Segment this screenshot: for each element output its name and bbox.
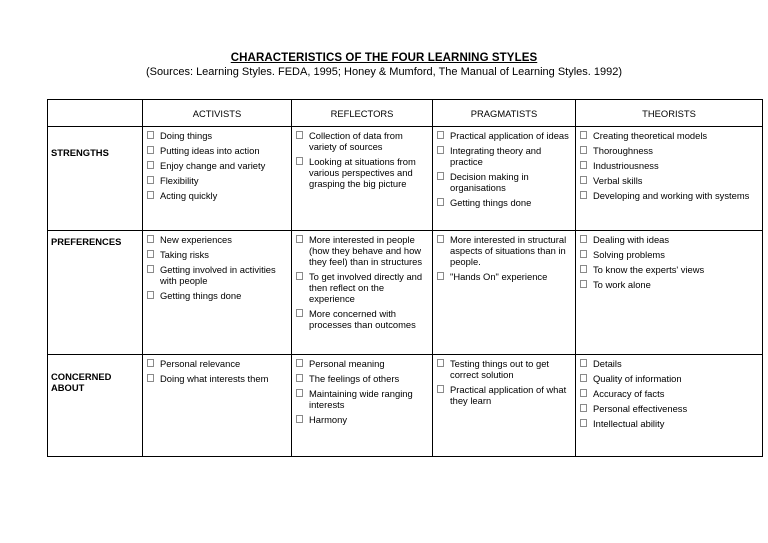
list-item-text: "Hands On" experience — [450, 271, 548, 282]
list-item-text: Enjoy change and variety — [160, 160, 266, 171]
list-item-text: Taking risks — [160, 249, 209, 260]
list-item — [147, 290, 287, 301]
list-item — [147, 160, 287, 171]
list-item — [147, 190, 287, 201]
list-item — [580, 190, 758, 201]
list-item — [296, 271, 428, 304]
list-item-text: Personal meaning — [309, 358, 385, 369]
table-row — [48, 127, 763, 231]
bullet-box-icon — [147, 235, 154, 243]
list-item-text: Looking at situations from various perspectives and grasping the big picture — [309, 156, 416, 189]
bullet-box-icon — [147, 161, 154, 169]
bullet-box-icon — [580, 359, 587, 367]
bullet-box-icon — [437, 385, 444, 393]
bullet-box-icon — [580, 146, 587, 154]
bullet-box-icon — [296, 309, 303, 317]
bullet-box-icon — [296, 359, 303, 367]
list-item-text: Putting ideas into action — [160, 145, 260, 156]
list-item — [437, 384, 571, 406]
list-item — [580, 418, 758, 429]
list-item — [147, 373, 287, 384]
learning-styles-table — [47, 99, 763, 457]
table-cell — [292, 231, 433, 355]
column-header: THEORISTS — [576, 100, 763, 127]
list-item-text: Personal relevance — [160, 358, 241, 369]
bullet-box-icon — [437, 146, 444, 154]
list-item — [147, 249, 287, 260]
list-item-text: Verbal skills — [593, 175, 643, 186]
list-item-text: Acting quickly — [160, 190, 218, 201]
bullet-box-icon — [580, 280, 587, 288]
bullet-box-icon — [296, 235, 303, 243]
bullet-box-icon — [296, 415, 303, 423]
list-item — [437, 130, 571, 141]
bullet-box-icon — [296, 131, 303, 139]
table-cell — [576, 127, 763, 231]
list-item-text: Solving problems — [593, 249, 665, 260]
document-subtitle: (Sources: Learning Styles. FEDA, 1995; Honey & Mumford, The Manual of Learning Styles. 1992) — [145, 66, 623, 78]
header-row — [48, 100, 763, 127]
bullet-box-icon — [580, 265, 587, 273]
row-header: PREFERENCES — [48, 231, 143, 355]
list-item — [437, 271, 571, 282]
bullet-box-icon — [147, 265, 154, 273]
list-item-text: Industriousness — [593, 160, 659, 171]
bullet-box-icon — [296, 374, 303, 382]
bullet-box-icon — [147, 291, 154, 299]
list-item-text: Intellectual ability — [593, 418, 665, 429]
bullet-box-icon — [580, 389, 587, 397]
list-item-text: More interested in structural aspects of situations than in people. — [450, 234, 567, 267]
list-item-text: More interested in people (how they behave and how they feel) than in structures — [309, 234, 423, 267]
list-item — [147, 175, 287, 186]
list-item — [437, 171, 571, 193]
bullet-box-icon — [580, 374, 587, 382]
list-item-text: Developing and working with systems — [593, 190, 750, 201]
table-cell — [143, 127, 292, 231]
list-item-text: Collection of data from variety of sources — [309, 130, 403, 152]
list-item-text: To know the experts' views — [593, 264, 705, 275]
list-item — [296, 156, 428, 189]
table-cell — [433, 127, 576, 231]
list-item — [147, 234, 287, 245]
list-item — [580, 175, 758, 186]
list-item — [296, 358, 428, 369]
list-item-text: Quality of information — [593, 373, 682, 384]
table-cell — [143, 355, 292, 457]
list-item-text: Accuracy of facts — [593, 388, 665, 399]
list-item-text: To work alone — [593, 279, 651, 290]
list-item — [580, 130, 758, 141]
list-item-text: Doing things — [160, 130, 213, 141]
bullet-box-icon — [147, 359, 154, 367]
bullet-box-icon — [437, 359, 444, 367]
column-header: ACTIVISTS — [143, 100, 292, 127]
list-item — [580, 373, 758, 384]
list-item-text: Getting things done — [160, 290, 242, 301]
list-item-text: Decision making in organisations — [450, 171, 529, 193]
bullet-box-icon — [147, 250, 154, 258]
list-item — [437, 145, 571, 167]
table-cell — [143, 231, 292, 355]
table-cell — [433, 355, 576, 457]
bullet-box-icon — [580, 191, 587, 199]
list-item — [147, 145, 287, 156]
row-header: STRENGTHS — [48, 127, 143, 231]
column-header: PRAGMATISTS — [433, 100, 576, 127]
list-item — [296, 308, 428, 330]
list-item — [296, 373, 428, 384]
list-item — [147, 130, 287, 141]
list-item — [580, 403, 758, 414]
list-item — [580, 160, 758, 171]
list-item-text: Thoroughness — [593, 145, 653, 156]
list-item-text: Details — [593, 358, 622, 369]
bullet-box-icon — [437, 131, 444, 139]
list-item-text: Flexibility — [160, 175, 199, 186]
list-item — [296, 414, 428, 425]
list-item — [437, 234, 571, 267]
list-item — [580, 249, 758, 260]
list-item-text: Testing things out to get correct solution — [450, 358, 550, 380]
row-header: CONCERNED ABOUT — [48, 355, 143, 457]
list-item-text: Practical application of what they learn — [450, 384, 567, 406]
bullet-box-icon — [296, 157, 303, 165]
bullet-box-icon — [147, 176, 154, 184]
list-item-text: New experiences — [160, 234, 232, 245]
bullet-box-icon — [147, 191, 154, 199]
list-item-text: Maintaining wide ranging interests — [309, 388, 413, 410]
bullet-box-icon — [580, 161, 587, 169]
list-item-text: Personal effectiveness — [593, 403, 688, 414]
list-item-text: Getting involved in activities with people — [160, 264, 276, 286]
table-cell — [576, 355, 763, 457]
table-row — [48, 231, 763, 355]
column-header: REFLECTORS — [292, 100, 433, 127]
list-item — [580, 279, 758, 290]
bullet-box-icon — [147, 146, 154, 154]
bullet-box-icon — [580, 131, 587, 139]
list-item — [147, 264, 287, 286]
list-item — [437, 358, 571, 380]
list-item-text: Harmony — [309, 414, 348, 425]
list-item-text: Creating theoretical models — [593, 130, 708, 141]
bullet-box-icon — [580, 176, 587, 184]
list-item — [147, 358, 287, 369]
list-item-text: Doing what interests them — [160, 373, 269, 384]
list-item — [580, 388, 758, 399]
corner-cell — [48, 100, 143, 127]
list-item — [580, 358, 758, 369]
list-item-text: Practical application of ideas — [450, 130, 569, 141]
list-item — [296, 388, 428, 410]
table-cell — [292, 127, 433, 231]
bullet-box-icon — [437, 272, 444, 280]
bullet-box-icon — [580, 250, 587, 258]
list-item — [437, 197, 571, 208]
list-item — [580, 234, 758, 245]
bullet-box-icon — [437, 198, 444, 206]
table-cell — [433, 231, 576, 355]
list-item-text: The feelings of others — [309, 373, 400, 384]
bullet-box-icon — [437, 235, 444, 243]
list-item — [296, 234, 428, 267]
list-item-text: More concerned with processes than outcomes — [309, 308, 416, 330]
list-item — [296, 130, 428, 152]
table-cell — [292, 355, 433, 457]
bullet-box-icon — [147, 374, 154, 382]
list-item-text: Integrating theory and practice — [450, 145, 542, 167]
bullet-box-icon — [580, 235, 587, 243]
list-item-text: Dealing with ideas — [593, 234, 670, 245]
table-row — [48, 355, 763, 457]
table-cell — [576, 231, 763, 355]
bullet-box-icon — [296, 389, 303, 397]
list-item — [580, 264, 758, 275]
list-item-text: To get involved directly and then reflect on the experience — [309, 271, 423, 304]
document-title: CHARACTERISTICS OF THE FOUR LEARNING STYLES — [230, 52, 538, 64]
bullet-box-icon — [147, 131, 154, 139]
bullet-box-icon — [437, 172, 444, 180]
bullet-box-icon — [296, 272, 303, 280]
list-item-text: Getting things done — [450, 197, 532, 208]
bullet-box-icon — [580, 404, 587, 412]
bullet-box-icon — [580, 419, 587, 427]
list-item — [580, 145, 758, 156]
